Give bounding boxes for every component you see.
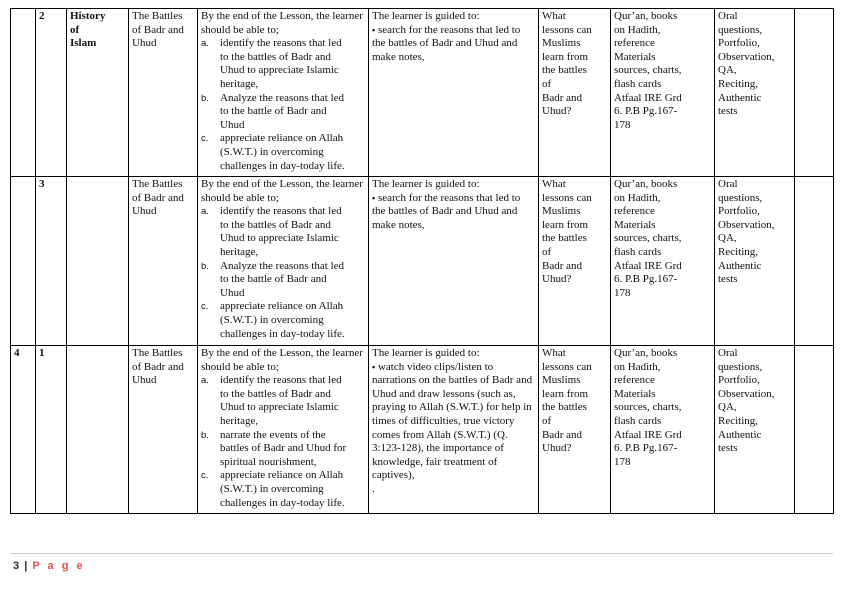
cell-assessment: [715, 346, 795, 514]
objective-item: [201, 469, 365, 510]
cell-experiences: [369, 9, 539, 177]
table-row: [11, 9, 834, 177]
objective-item: [201, 132, 365, 173]
experiences-intro: The learner is guided to:: [372, 347, 480, 359]
objective-marker: a.: [201, 38, 209, 50]
objective-marker: b.: [201, 260, 209, 272]
cell-lesson: 2: [36, 9, 67, 177]
cell-inquiry: [539, 346, 611, 514]
experiences-bullet: [372, 192, 535, 233]
inquiry-text: Badr and Uhud?: [542, 259, 583, 286]
cell-week: [11, 9, 36, 177]
cell-lesson: 3: [36, 177, 67, 346]
objective-marker: c.: [201, 133, 209, 145]
assessment-text: Oral questions, Portfolio, Observation, QA, Reciting, Authentic tests: [718, 10, 775, 118]
cell-remarks: [795, 346, 834, 514]
objective-text: Analyze the reasons that led to the battle of Badr and Uhud: [220, 91, 345, 131]
objective-item: [201, 374, 365, 428]
cell-assessment: [715, 9, 795, 177]
experiences-text: search for the reasons that led to the battles of Badr and Uhud and make notes,: [372, 23, 521, 63]
cell-objectives: [198, 346, 369, 514]
cell-assessment: [715, 177, 795, 346]
cell-substrand: The Battles of Badr and Uhud: [129, 9, 198, 177]
page-number: 3: [13, 560, 21, 572]
square-bullet-icon: ▪: [372, 24, 376, 35]
inquiry-text: What lessons can Muslims learn from the battles of: [542, 178, 592, 258]
experiences-text: search for the reasons that led to the battles of Badr and Uhud and make notes,: [372, 191, 521, 231]
objective-text: appreciate reliance on Allah (S.W.T.) in overcoming challenges in day-today life.: [220, 469, 345, 509]
cell-inquiry: [539, 9, 611, 177]
footer-separator: |: [24, 560, 29, 572]
objective-text: appreciate reliance on Allah (S.W.T.) in overcoming challenges in day-today life.: [220, 300, 345, 340]
cell-strand: [67, 346, 129, 514]
objective-marker: c.: [201, 470, 209, 482]
objective-marker: c.: [201, 301, 209, 313]
cell-remarks: [795, 177, 834, 346]
square-bullet-icon: ▪: [372, 192, 376, 203]
objective-item: [201, 92, 365, 133]
cell-week: [11, 177, 36, 346]
objective-text: appreciate reliance on Allah (S.W.T.) in overcoming challenges in day-today life.: [220, 132, 345, 172]
experiences-trailing: .: [372, 482, 375, 495]
resources-text: Qur’an, books on Hadith, reference Materials sources, charts, flash cards Atfaal IRE Grd 6. P.B Pg.167-178: [614, 347, 682, 468]
objective-item: [201, 205, 365, 259]
page-label: P a g e: [32, 560, 86, 572]
cell-lesson: 1: [36, 346, 67, 514]
experiences-text: watch video clips/listen to narrations on the battles of Badr and Uhud and draw lessons (such as, praying to Allah (S.W.T.) for help in times of difficulties, true victory comes from Allah (S.W.T.) (Q. 3:123-128), the importance of knowledge, fair treatment of captives),: [372, 360, 533, 482]
footer-divider: [10, 553, 833, 554]
experiences-bullet: [372, 24, 535, 65]
cell-resources: [611, 177, 715, 346]
cell-remarks: [795, 9, 834, 177]
objective-text: identify the reasons that led to the battles of Badr and Uhud to appreciate Islamic heritage,: [220, 374, 342, 427]
inquiry-text: Badr and Uhud?: [542, 91, 583, 118]
table-row: [11, 346, 834, 514]
experiences-bullet: [372, 361, 535, 483]
objective-marker: b.: [201, 92, 209, 104]
objective-item: [201, 300, 365, 341]
inquiry-text: What lessons can Muslims learn from the battles of: [542, 347, 592, 427]
objectives-intro: By the end of the Lesson, the learner should be able to;: [201, 347, 363, 373]
strand-line: Islam: [70, 37, 97, 50]
cell-resources: [611, 9, 715, 177]
table-row: [11, 177, 834, 346]
objective-item: [201, 260, 365, 301]
resources-text: Qur’an, books on Hadith, reference Materials sources, charts, flash cards Atfaal IRE Grd 6. P.B Pg.167-178: [614, 10, 682, 131]
cell-substrand: The Battles of Badr and Uhud: [129, 346, 198, 514]
cell-resources: [611, 346, 715, 514]
cell-experiences: [369, 177, 539, 346]
cell-inquiry: [539, 177, 611, 346]
objectives-intro: By the end of the Lesson, the learner should be able to;: [201, 178, 363, 204]
page-footer: [13, 560, 85, 572]
cell-objectives: [198, 177, 369, 346]
inquiry-text: Badr and Uhud?: [542, 428, 583, 455]
objective-item: [201, 429, 365, 470]
resources-text: Qur’an, books on Hadith, reference Materials sources, charts, flash cards Atfaal IRE Grd 6. P.B Pg.167-178: [614, 178, 682, 299]
assessment-text: Oral questions, Portfolio, Observation, QA, Reciting, Authentic tests: [718, 347, 775, 455]
strand-line: of: [70, 23, 80, 36]
objectives-intro: By the end of the Lesson, the learner should be able to;: [201, 10, 363, 36]
cell-week: 4: [11, 346, 36, 514]
objective-text: identify the reasons that led to the battles of Badr and Uhud to appreciate Islamic heritage,: [220, 37, 342, 90]
experiences-intro: The learner is guided to:: [372, 178, 480, 190]
square-bullet-icon: ▪: [372, 361, 376, 372]
lesson-plan-table: [10, 8, 834, 514]
objective-marker: a.: [201, 375, 209, 387]
objective-text: Analyze the reasons that led to the battle of Badr and Uhud: [220, 259, 345, 299]
objective-text: narrate the events of the battles of Badr and Uhud for spiritual nourishment,: [220, 428, 347, 468]
strand-line: History: [70, 10, 106, 22]
cell-strand: [67, 177, 129, 346]
cell-substrand: The Battles of Badr and Uhud: [129, 177, 198, 346]
inquiry-text: What lessons can Muslims learn from the battles of: [542, 10, 592, 90]
cell-strand: [67, 9, 129, 177]
cell-experiences: [369, 346, 539, 514]
objective-text: identify the reasons that led to the battles of Badr and Uhud to appreciate Islamic heritage,: [220, 205, 342, 258]
experiences-intro: The learner is guided to:: [372, 10, 480, 22]
cell-objectives: [198, 9, 369, 177]
objective-marker: a.: [201, 206, 209, 218]
objective-item: [201, 37, 365, 91]
objective-marker: b.: [201, 429, 209, 441]
assessment-text: Oral questions, Portfolio, Observation, QA, Reciting, Authentic tests: [718, 178, 775, 286]
